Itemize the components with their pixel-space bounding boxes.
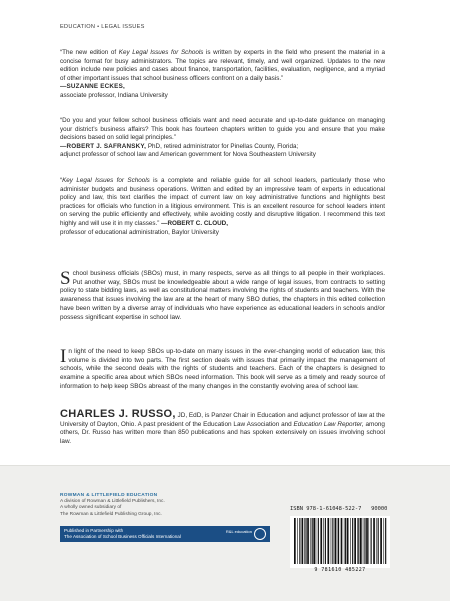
book-title: Key Legal Issues for Schools <box>118 49 204 56</box>
barcode-bar <box>360 518 362 564</box>
journal-title: Education Law Reporter, <box>293 420 364 428</box>
barcode-bar <box>380 518 382 564</box>
description-paragraph-2: In light of the need to keep SBOs up-to-date on many issues in the ever-changing world of education law, this volume is divided into two parts. The first section deals with issues that primarily impact the management of schools, while the second deals with the rights of students and teachers. Each of the chapters is designed to examine a specific area about which SBOs need information. This book will serve as a timely and ready source of information to help keep SBOs abreast of the many changes in the constantly evolving area of school law. <box>60 346 385 390</box>
reviewer-role: associate professor, Indiana University <box>60 91 168 99</box>
barcode-bar <box>352 518 353 564</box>
author-bio: CHARLES J. RUSSO, JD, EdD, is Panzer Chair in Education and adjunct professor of law at the University of Dayton, Ohio. A past president of the Education Law Association and Education Law Reporter, among others, Dr. Russo has written more than 850 publications and has spoken extensively on issues involving school law. <box>60 408 385 446</box>
partnership-banner: Published in Partnership with The Association of School Business Officials International R&L education <box>60 526 270 542</box>
barcode-bar <box>345 518 346 564</box>
barcode-bar <box>368 518 369 564</box>
barcode-bar <box>373 518 375 564</box>
barcode-bar <box>299 518 300 564</box>
barcode-bar <box>357 518 358 564</box>
barcode-bar <box>331 518 332 564</box>
barcode-bar <box>302 518 304 564</box>
book-title: Key Legal Issues for Schools <box>62 177 150 184</box>
barcode-bar <box>316 518 317 564</box>
drop-cap: I <box>60 346 67 367</box>
barcode-bar <box>310 518 311 564</box>
drop-cap: S <box>60 268 71 289</box>
reviewer-name: —ROBERT J. SAFRANSKY, <box>60 142 147 150</box>
barcode-bar <box>304 518 305 564</box>
barcode-bar <box>385 518 386 564</box>
barcode-bar <box>376 518 377 564</box>
barcode-bar <box>371 518 372 564</box>
barcode-bar <box>325 518 326 564</box>
barcode-bar <box>335 518 337 564</box>
barcode-bar <box>305 518 306 564</box>
publisher-info: ROWMAN & LITTLEFIELD EDUCATION A division of Rowman & Littlefield Publishers, Inc. A wholly owned subsidiary of The Rowman & Littlefield Publishing Group, Inc. <box>60 493 165 517</box>
barcode-number: 9 781610 485227 <box>314 567 366 573</box>
barcode-bar <box>358 518 359 564</box>
barcode-bar <box>312 518 313 564</box>
barcode-bar <box>341 518 343 564</box>
barcode-bar <box>318 518 319 564</box>
barcode <box>290 516 390 568</box>
barcode-bar <box>383 518 384 564</box>
barcode-bar <box>313 518 315 564</box>
barcode-bar <box>344 518 345 564</box>
rl-education-badge: R&L education <box>225 529 252 534</box>
barcode-bar <box>297 518 298 564</box>
description-paragraph-1: School business officials (SBOs) must, in many respects, serve as all things to all people in their workplaces. Put another way, SBOs must be knowledgeable about a wide range of legal issues, from contracts to setting policy to state bidding laws, as well as constitutional matters involving the rights of students and teachers. With the awareness that issues involving the law are at the heart of many SBO duties, the chapters in this edited collection have been written by a diverse array of individuals who have experience as educational leaders in schools and/or possess significant expertise in school law. <box>60 268 385 321</box>
barcode-bar <box>364 518 365 564</box>
reviewer-role: professor of educational administration, Baylor University <box>60 228 219 236</box>
review-quote-cloud: “Key Legal Issues for Schools is a complete and reliable guide for all school leaders, particularly those who administer budgets and business operations. Written and edited by an impressive team of experts in educational policy and law, this text clarifies the impact of current law on key administrative functions and highlights best practices for officials who function in a litigious environment. This is an excellent resource for school leaders intent on serving the public efficiently and effectively, while avoiding costly and disruptive litigation. I recommend this text highly and will use it in my classes.” —ROBERT C. CLOUD, professor of educational administration, Baylor University <box>60 177 385 236</box>
author-name: CHARLES J. RUSSO, <box>60 408 176 420</box>
barcode-bars-icon <box>290 516 390 566</box>
barcode-bar <box>378 518 379 564</box>
barcode-bar <box>307 518 309 564</box>
review-quote-eckes: “The new edition of Key Legal Issues for Schools is written by experts in the field who present the material in a concise format for busy administrators. The topics are relevant, timely, and well organized. Updates to the new edition include new policies and cases about finance, transportation, facilities, evaluation, negligence, and a myriad of other important issues that school business officers confront on a daily basis.” —SUZANNE ECKES, associate professor, Indiana University <box>60 49 385 99</box>
barcode-bar <box>320 518 322 564</box>
barcode-bar <box>294 518 296 564</box>
barcode-bar <box>323 518 324 564</box>
barcode-bar <box>332 518 333 564</box>
barcode-bar <box>347 518 349 564</box>
barcode-bar <box>350 518 351 564</box>
barcode-bar <box>354 518 356 564</box>
review-quote-safransky: “Do you and your fellow school business officials want and need accurate and up-to-date guidance on managing your district’s business affairs? This book has fourteen chapters written to guide you and ensure that you make decisions based on solid legal principles.” —ROBERT J. SAFRANSKY, PhD, retired administrator for Pinellas County, Florida; adjunct professor of school law and American government for Nova Southeastern University <box>60 117 385 159</box>
category-label: EDUCATION • LEGAL ISSUES <box>60 24 145 30</box>
barcode-bar <box>366 518 368 564</box>
reviewer-name: —ROBERT C. CLOUD, <box>161 219 228 227</box>
barcode-bar <box>337 518 338 564</box>
barcode-bar <box>338 518 339 564</box>
publisher-name: ROWMAN & LITTLEFIELD EDUCATION <box>60 493 158 498</box>
asbo-logo-icon <box>254 528 266 540</box>
isbn-label: ISBN 978-1-61048-522-7 90000 <box>290 506 388 512</box>
barcode-bar <box>363 518 364 564</box>
reviewer-role: adjunct professor of school law and American government for Nova Southeastern University <box>60 151 316 159</box>
barcode-bar <box>327 518 329 564</box>
price-code: 90000 <box>371 506 388 512</box>
reviewer-name: —SUZANNE ECKES, <box>60 83 125 91</box>
cover-footer <box>0 465 450 601</box>
